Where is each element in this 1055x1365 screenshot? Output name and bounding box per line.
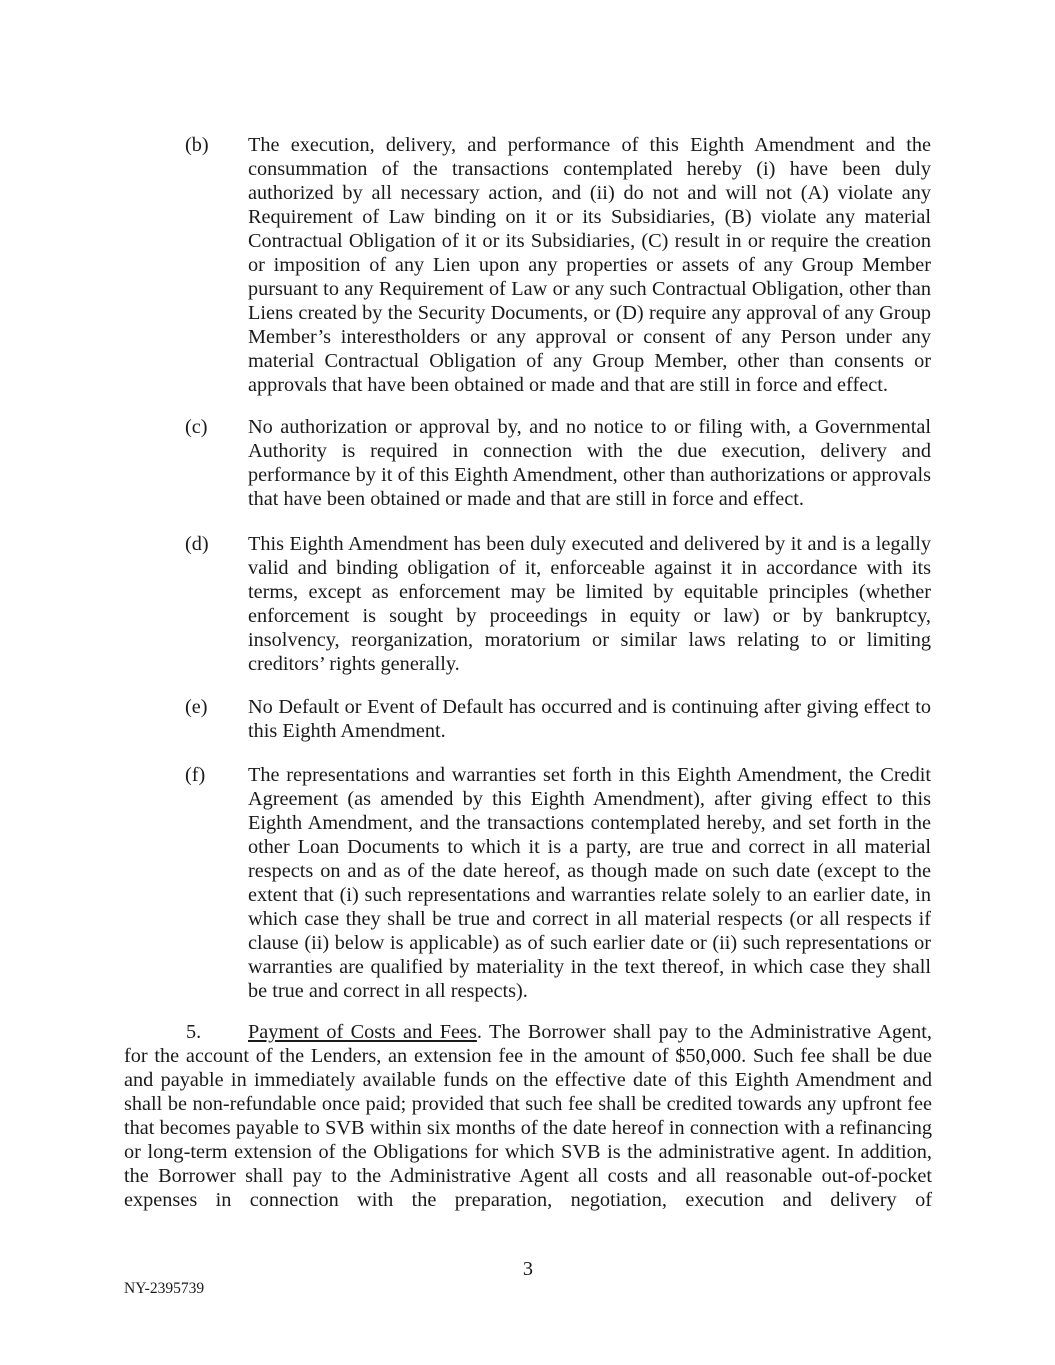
- section-5-paragraph: [124, 1020, 932, 1212]
- clause-text: The execution, delivery, and performance of this Eighth Amendment and the consummation of the transactions contemplated hereby (i) have been duly authorized by all necessary action, and (ii) do not and will not (A) violate any Requirement of Law binding on it or its Subsidiaries, (B) violate any material Contractual Obligation of it or its Subsidiaries, (C) result in or require the creation or imposition of any Lien upon any properties or assets of any Group Member pursuant to any Requirement of Law or any such Contractual Obligation, other than Liens created by the Security Documents, or (D) require any approval of any Group Member’s interestholders or any approval or consent of any Person under any material Contractual Obligation of any Group Member, other than consents or approvals that have been obtained or made and that are still in force and effect.: [248, 134, 931, 396]
- clause-text: No authorization or approval by, and no notice to or filing with, a Governmental Authority is required in connection with the due execution, delivery and performance by it of this Eighth Amendment, other than authorizations or approvals that have been obtained or made and that are still in force and effect.: [248, 416, 931, 510]
- clause-label: (c): [185, 416, 208, 438]
- clause-text: The representations and warranties set forth in this Eighth Amendment, the Credit Agreement (as amended by this Eighth Amendment), after giving effect to this Eighth Amendment, and the transactions contemplated hereby, and set forth in the other Loan Documents to which it is a party, are true and correct in all material respects on and as of the date hereof, as though made on such date (except to the extent that (i) such representations and warranties relate solely to an earlier date, in which case they shall be true and correct in all material respects (or all respects if clause (ii) below is applicable) as of such earlier date or (ii) such representations or warranties are qualified by materiality in the text thereof, in which case they shall be true and correct in all respects).: [248, 764, 931, 1002]
- section-heading-punct: .: [476, 1021, 482, 1043]
- section-text: The Borrower shall pay to the Administrative Agent, for the account of the Lenders, an extension fee in the amount of $50,000. Such fee shall be due and payable in immediately available funds on the effective date of this Eighth Amendment and shall be non-refundable once paid; provided that such fee shall be credited towards any upfront fee that becomes payable to SVB within six months of the date hereof in connection with a refinancing or long-term extension of the Obligations for which SVB is the administrative agent. In addition, the Borrower shall pay to the Administrative Agent all costs and all reasonable out-of-pocket expenses in connection with the preparation, negotiation, execution and delivery of: [124, 1021, 932, 1211]
- clause-d: [185, 532, 931, 676]
- clause-label: (e): [185, 696, 208, 718]
- clause-label: (d): [185, 533, 209, 555]
- clause-label: (b): [185, 134, 209, 156]
- document-id: NY-2395739: [124, 1280, 205, 1297]
- page-number: 3: [522, 1258, 534, 1280]
- section-number: 5.: [186, 1021, 202, 1043]
- clause-c: [185, 415, 931, 511]
- clause-b: [185, 133, 931, 397]
- clause-label: (f): [185, 764, 206, 786]
- clause-f: [185, 763, 931, 1003]
- clause-text: No Default or Event of Default has occurred and is continuing after giving effect to this Eighth Amendment.: [248, 696, 931, 742]
- clause-text: This Eighth Amendment has been duly executed and delivered by it and is a legally valid and binding obligation of it, enforceable against it in accordance with its terms, except as enforcement may be limited by equitable principles (whether enforcement is sought by proceedings in equity or law) or by bankruptcy, insolvency, reorganization, moratorium or similar laws relating to or limiting creditors’ rights generally.: [248, 533, 931, 675]
- section-heading: Payment of Costs and Fees: [248, 1021, 477, 1043]
- clause-e: [185, 695, 931, 743]
